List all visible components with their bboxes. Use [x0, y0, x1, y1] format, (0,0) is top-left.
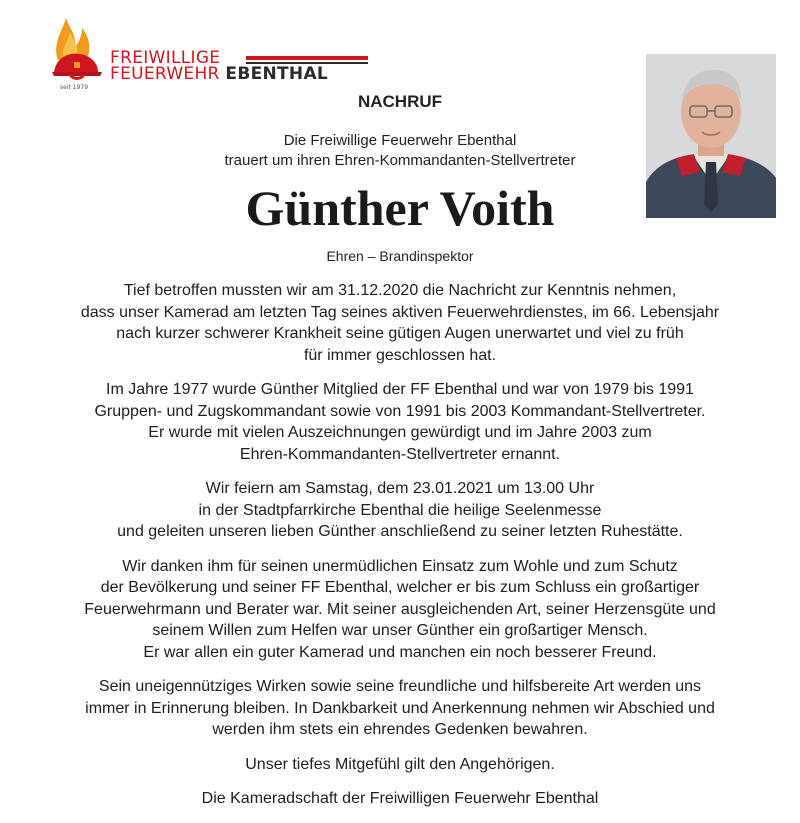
text-line: Wir feiern am Samstag, dem 23.01.2021 um 13.00 Uhr [205, 480, 595, 497]
paragraph-funeral [20, 478, 780, 543]
text-line: und geleiten unseren lieben Günther anschließend zu seiner letzten Ruhestätte. [117, 523, 683, 540]
text-line: Unser tiefes Mitgefühl gilt den Angehörigen. [245, 755, 555, 773]
text-line: in der Stadtpfarrkirche Ebenthal die heilige Seelenmesse [198, 501, 602, 519]
fire-helmet-flame-icon [48, 14, 108, 92]
intro-line: Die Freiwillige Feuerwehr Ebenthal [283, 132, 517, 149]
paragraph-thanks [20, 556, 780, 664]
paragraph-remembrance [20, 676, 780, 741]
logo-bar-red [246, 56, 368, 60]
text-line: Sein uneigennütziges Wirken sowie seine freundliche und hilfsbereite Art werden uns [98, 678, 702, 695]
signature-line [20, 788, 780, 810]
text-line: Feuerwehrmann und Berater war. Mit seiner ausgleichenden Art, seiner Herzensgüte und [84, 600, 716, 618]
fire-brigade-logo [48, 14, 378, 92]
intro-text [0, 131, 800, 171]
text-line: nach kurzer schwerer Krankheit seine gütigen Augen unerwartet und viel zu früh [116, 325, 684, 342]
text-line: seinem Willen zum Helfen war unser Günther ein großartiger Mensch. [152, 622, 648, 639]
text-line: Im Jahre 1977 wurde Günther Mitglied der FF Ebenthal und war von 1979 bis 1991 [106, 381, 694, 398]
text-line: Ehren-Kommandanten-Stellvertreter ernannt. [239, 445, 561, 463]
text-line: der Bevölkerung und seiner FF Ebenthal, welcher er bis zum Schluss ein großartiger [100, 579, 700, 596]
deceased-rank: Ehren – Brandinspektor [326, 248, 474, 264]
logo-text-ebenthal: EBENTHAL [225, 64, 329, 84]
text-line: für immer geschlossen hat. [303, 346, 497, 364]
logo-text-feuerwehr-word: FEUERWEHR [110, 64, 220, 84]
text-line: Die Kameradschaft der Freiwilligen Feuerwehr Ebenthal [201, 790, 599, 807]
text-line: Wir danken ihm für seinen unermüdlichen Einsatz zum Wohle und zum Schutz [122, 557, 678, 575]
text-line: Er war allen ein guter Kamerad und manchen ein noch besserer Freund. [143, 643, 657, 661]
paragraph-notice [20, 280, 780, 366]
obituary-heading: NACHRUF [357, 92, 443, 111]
text-line: immer in Erinnerung bleiben. In Dankbarkeit und Anerkennung nehmen wir Abschied und [85, 699, 715, 717]
text-line: Tief betroffen mussten wir am 31.12.2020 die Nachricht zur Kenntnis nehmen, [123, 282, 677, 299]
obituary-body [20, 280, 780, 823]
logo-since: seit 1979 [60, 84, 89, 91]
intro-line: trauert um ihren Ehren-Kommandanten-Stellvertreter [224, 152, 576, 169]
deceased-name: Günther Voith [245, 180, 555, 236]
text-line: Gruppen- und Zugskommandant sowie von 1991 bis 2003 Kommandant-Stellvertreter. [94, 402, 706, 420]
paragraph-career [20, 379, 780, 465]
text-line: dass unser Kamerad am letzten Tag seines aktiven Feuerwehrdienstes, im 66. Lebensjahr [80, 303, 720, 321]
text-line: werden ihm stets ein ehrendes Gedenken bewahren. [212, 721, 588, 738]
logo-text-feuerwehr [110, 66, 328, 83]
logo-text-freiwillige: FREIWILLIGE [110, 48, 221, 68]
paragraph-condolence [20, 754, 780, 776]
text-line: Er wurde mit vielen Auszeichnungen gewürdigt und im Jahre 2003 zum [148, 424, 652, 441]
